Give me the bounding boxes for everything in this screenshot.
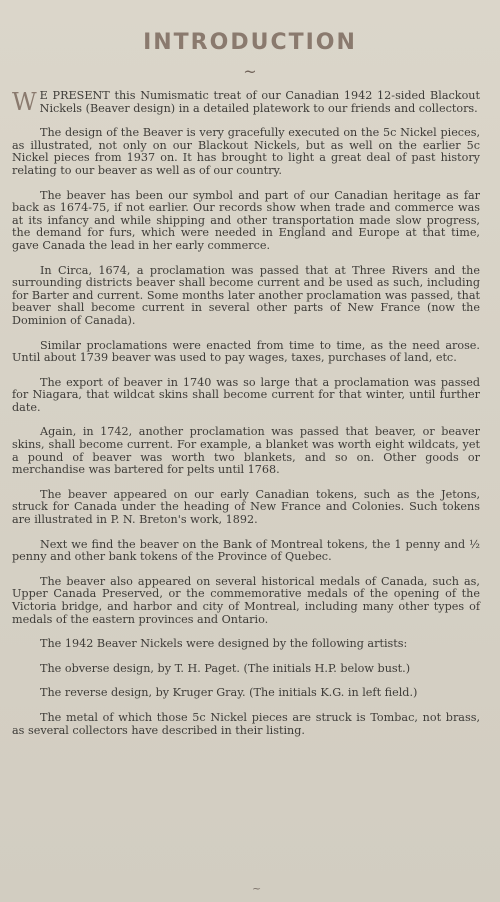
paragraph-1740-export: The export of beaver in 1740 was so large that a proclamation was passed for Niagara, that wildcat skins shall become current for that winter, until further date. — [12, 375, 480, 414]
paragraph-early-tokens: The beaver appeared on our early Canadian tokens, such as the Jetons, struck for Canada under the heading of New France and Colonies. Such tokens are illustrated in P. N. Breton's work, 1892. — [12, 487, 480, 527]
paragraph-similar-proclamations: Similar proclamations were enacted from time to time, as the need arose. Until about 1739 beaver was used to pay wages, taxes, purchases of land, etc. — [12, 338, 480, 365]
article-body — [12, 90, 480, 749]
paragraph-metal: The metal of which those 5c Nickel pieces are struck is Tombac, not brass, as several collectors have described in their listing. — [12, 710, 480, 737]
paragraph-bank-tokens: Next we find the beaver on the Bank of Montreal tokens, the 1 penny and ½ penny and other bank tokens of the Province of Quebec. — [12, 537, 480, 564]
paragraph-obverse-design: The obverse design, by T. H. Paget. (The initials H.P. below bust.) — [40, 661, 411, 675]
intro-text: E PRESENT this Numismatic treat of our Canadian 1942 12-sided Blackout Nickels (Beaver design) in a detailed platework to our friends and collectors. — [39, 89, 480, 115]
paragraph-medals: The beaver also appeared on several historical medals of Canada, such as, Upper Canada Preserved, or the commemorative medals of the opening of the Victoria bridge, and harbor and city of Montreal, including many other types of medals of the eastern provinces and Ontario. — [12, 574, 480, 626]
drop-cap: W — [12, 88, 37, 116]
footer-ornament: ~ — [252, 882, 262, 895]
paragraph-designers: The 1942 Beaver Nickels were designed by the following artists: — [40, 637, 408, 651]
intro-paragraph — [12, 90, 480, 115]
paragraph-1742-proclamation: Again, in 1742, another proclamation was passed that beaver, or beaver skins, shall become current. For example, a blanket was worth eight wildcats, yet a pound of beaver was worth two blankets, and so on. Other goods or merchandise was bartered for pelts until 1768. — [12, 425, 480, 477]
page-title: INTRODUCTION — [143, 30, 357, 55]
paragraph-heritage: The beaver has been our symbol and part of our Canadian heritage as far back as 1674-75, if not earlier. Our records show when trade and commerce was at its infancy and while shipping and other transportation made slow progress, the demand for furs, which were needed in England and Europe at that time, gave Canada the lead in her early commerce. — [12, 188, 480, 252]
paragraph-1674-proclamation: In Circa, 1674, a proclamation was passed that at Three Rivers and the surrounding districts beaver shall become current and be used as such, including for Barter and current. Some months later another proclamation was passed, that beaver shall become current in several other parts of New France (now the Dominion of Canada). — [12, 263, 480, 327]
paragraph-beaver-design: The design of the Beaver is very gracefully executed on the 5c Nickel pieces, as illustrated, not only on our Blackout Nickels, but as well on the earlier 5c Nickel pieces from 1937 on. It has brought to light a great deal of past history relating to our beaver as well as of our country. — [12, 126, 480, 177]
title-ornament: ~ — [243, 62, 257, 81]
paragraph-reverse-design: The reverse design, by Kruger Gray. (The initials K.G. in left field.) — [40, 686, 418, 700]
